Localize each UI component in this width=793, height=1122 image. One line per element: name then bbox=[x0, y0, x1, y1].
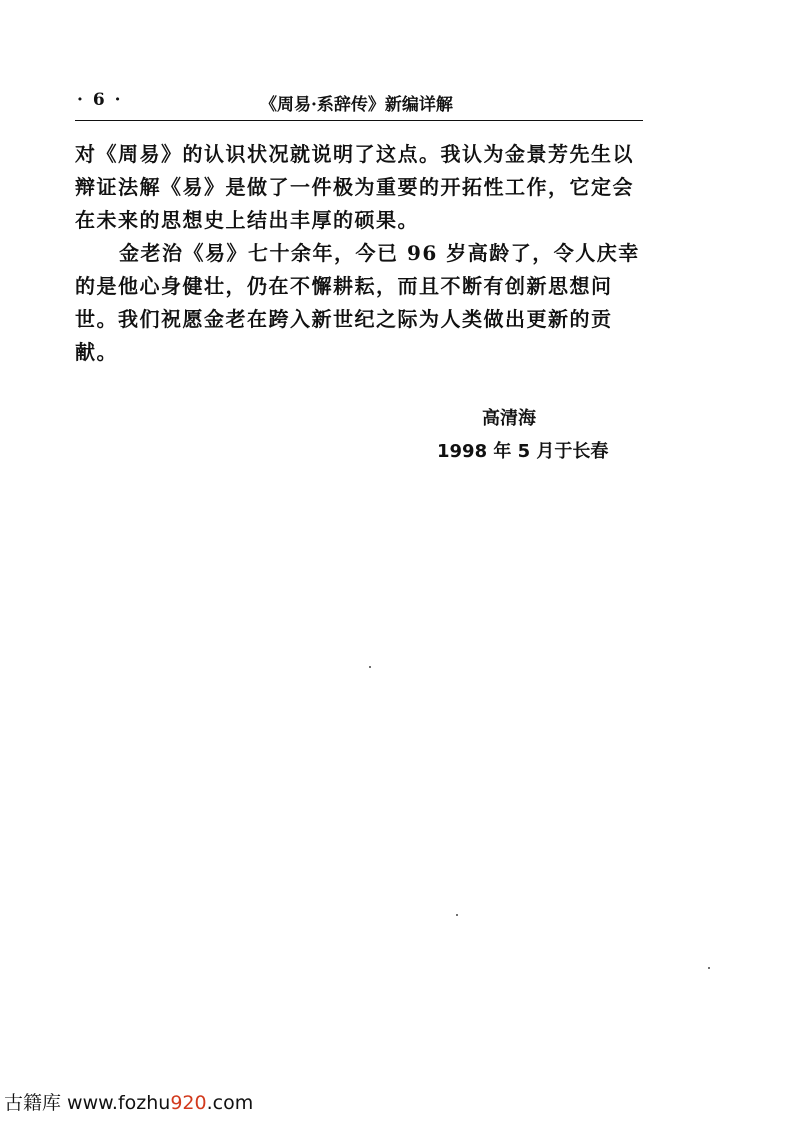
watermark-prefix: 古籍库 www.fozhu bbox=[4, 1092, 171, 1114]
scan-speck bbox=[708, 967, 710, 969]
paragraph-1: 对《周易》的认识状况就说明了这点。我认为金景芳先生以辩证法解《易》是做了一件极为重要的开拓性工作，它定会在未来的思想史上结出丰厚的硕果。 bbox=[75, 142, 634, 232]
body-text bbox=[75, 138, 650, 369]
watermark-suffix: .com bbox=[206, 1092, 254, 1114]
running-title: 《周易·系辞传》新编详解 bbox=[260, 95, 453, 115]
date-place: 1998 年 5 月于长春 bbox=[437, 441, 609, 462]
scan-speck bbox=[456, 914, 458, 916]
paragraph-2: 金老治《易》七十余年，今已 96 岁高龄了，令人庆幸的是他心身健壮，仍在不懈耕耘，而且不断有创新思想问世。我们祝愿金老在跨入新世纪之际为人类做出更新的贡献。 bbox=[75, 241, 640, 364]
watermark-number: 920 bbox=[170, 1092, 207, 1114]
page-number: · 6 · bbox=[77, 90, 123, 110]
watermark bbox=[4, 1088, 253, 1115]
signature-block bbox=[400, 402, 640, 468]
author-name: 高清海 bbox=[482, 408, 536, 429]
page-header bbox=[75, 88, 642, 118]
header-rule bbox=[75, 120, 643, 121]
scan-speck bbox=[369, 666, 371, 668]
